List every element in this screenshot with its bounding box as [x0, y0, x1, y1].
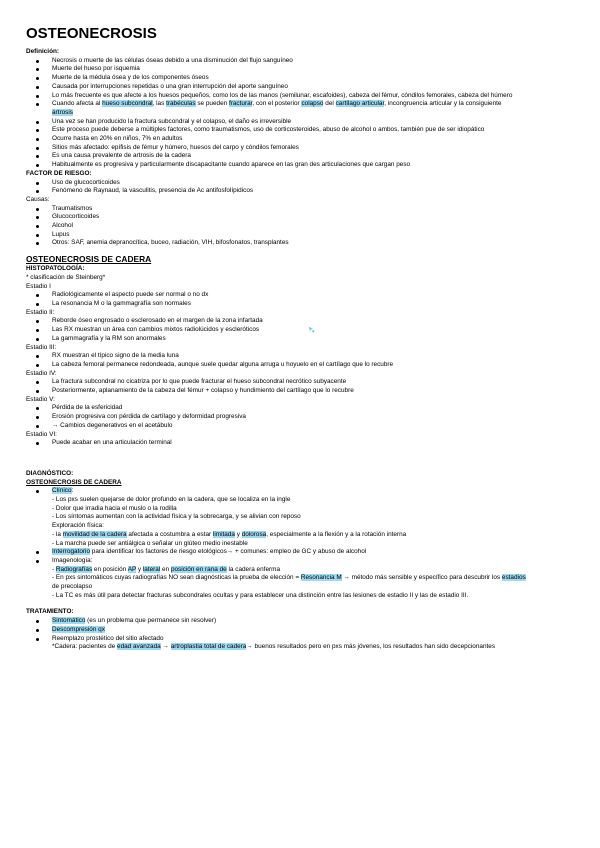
- estadio-label: Estadio V:: [26, 395, 55, 403]
- definicion-label: Definición:: [26, 48, 60, 55]
- cadera-tratamiento-line: *Cadera: pacientes de edad avanzada → artroplastia total de cadera→ buenos resultados pero en pxs más jóvenes, los resultados han sido decepcionantes: [52, 643, 496, 651]
- factor-label: FACTOR DE RIESGO:: [26, 169, 92, 177]
- highlight: colapso: [301, 100, 324, 108]
- highlight: lateral: [142, 565, 161, 573]
- spacer: [26, 600, 578, 608]
- diagnostico-label: DIAGNÓSTICO:: [26, 469, 74, 477]
- tc-line: - La TC es más útil para detectar fracturas subcondrales ocultas y para establecer una distinción entre las lesiones de estadio II y las de estadio III.: [52, 591, 469, 599]
- tratamiento-list: [26, 617, 578, 643]
- list-item: La resonancia M o la gammagrafía son normales: [26, 300, 578, 309]
- highlight: posición en rana de: [170, 565, 227, 573]
- highlight: trabéculas: [166, 100, 196, 108]
- list-item: La cabeza femoral permanece redondeada, aunque suele quedar alguna arruga u hoyuelo en el cartílago que lo recubre: [26, 361, 578, 370]
- list-item: Traumatismos: [26, 205, 578, 214]
- highlight: Descompresión qx: [52, 625, 105, 633]
- list-item: Erosión progresiva con pérdida de cartílago y deformidad progresiva: [26, 413, 578, 422]
- list-item: Fenómeno de Raynaud, la vasculitis, presencia de Ac antifosfolípidicos: [26, 187, 578, 196]
- list-item: Ocurre hasta en 20% en niños, 7% en adultos: [26, 135, 578, 144]
- histopatologia-label: HISTOPATOLOGÍA:: [26, 265, 85, 273]
- marcha-line: - La marcha puede ser antiálgica o señalar un glúteo medio inestable: [52, 539, 248, 547]
- list-item: RX muestran el típico signo de la media luna: [26, 352, 578, 361]
- page-title: OSTEONECROSIS: [26, 25, 157, 42]
- steinberg-note: * clasificación de Steinberg*: [26, 273, 106, 281]
- radiografias-line: - Radiografías en posición AP y lateral en posición en rana de la cadera enferma: [52, 565, 281, 573]
- estadio-list: [26, 404, 578, 430]
- diagnostico-list: [26, 487, 578, 496]
- highlight: AP: [127, 565, 137, 573]
- causas-list: [26, 205, 578, 249]
- estadio-label: Estadio VI:: [26, 430, 57, 438]
- estadio-label: Estadio II:: [26, 308, 55, 316]
- resonancia-continuation: de precolapso: [52, 583, 93, 591]
- estadio-list: [26, 317, 578, 343]
- highlight: limitada: [212, 530, 235, 538]
- estadio-list: [26, 439, 578, 448]
- list-item: Es una causa prevalente de artrosis de la cadera: [26, 152, 578, 161]
- list-item: Radiológicamente el aspecto puede ser normal o no dx: [26, 291, 578, 300]
- highlight: Radiografías: [55, 565, 93, 573]
- highlight: artroplastia total de cadera: [170, 643, 247, 651]
- estadio-label: Estadio I: [26, 282, 51, 290]
- clinico-line: - Dolor que irradia hacia el muslo o la rodilla: [52, 504, 177, 512]
- list-item: Glucocorticoides: [26, 213, 578, 222]
- list-item: Puede acabar en una articulación terminal: [26, 439, 578, 448]
- list-item: Causada por interrupciones repetidas o una gran interrupción del aporte sanguíneo: [26, 83, 578, 92]
- list-item: Uso de glucocorticoides: [26, 179, 578, 188]
- clinico-line: - Los pxs suelen quejarse de dolor profundo en la cadera, que se localiza en la ingle: [52, 496, 291, 504]
- highlight: Interrogatorio: [52, 548, 91, 556]
- reemplazo-item: Reemplazo prostético del sitio afectado: [26, 635, 578, 644]
- descompresion-item: [26, 626, 578, 635]
- diagnostico-subheading: OSTEONECROSIS DE CADERA: [26, 478, 122, 486]
- highlight: edad avanzada: [117, 643, 161, 651]
- list-item: Otros: SAF, anemia depranocítica, buceo, radiación, VIH, bifosfonatos, transplantes: [26, 239, 578, 248]
- highlight: estadios: [501, 574, 526, 582]
- interrogatorio-item: Interrogatorio para identificar los factores de riesgo etológicos→ + comunes: empleo de GC y abuso de alcohol: [26, 548, 578, 557]
- clinico-line: - Los síntomas aumentan con la actividad física y la sobrecarga, y se alivian con reposo: [52, 513, 301, 521]
- movilidad-line: - la movilidad de la cadera afectada a costumbra a estar limitada y dolorosa, especialmente a la flexión y a la rotación interna: [52, 530, 407, 538]
- spacer: [26, 448, 578, 470]
- list-item: Este proceso puede deberse a múltiples factores, como traumatismos, uso de corticosteroides, abuso de alcohol o ambos, también pue de ser idiopático: [26, 126, 578, 135]
- afecta-continuation: [26, 109, 578, 118]
- factor-list: [26, 179, 578, 196]
- estadio-list: [26, 378, 578, 395]
- list-item: La gammagrafía y la RM son anormales: [26, 335, 578, 344]
- list-item: Las RX muestran un área con cambios mixtos radiolúcidos y escleróticos: [26, 326, 578, 335]
- highlight: movilidad de la cadera: [62, 530, 127, 538]
- clinico-line: Exploración física:: [52, 522, 104, 530]
- estadio-label: Estadio IV:: [26, 369, 57, 377]
- list-item: Muerte de la médula ósea y de los componentes óseos: [26, 74, 578, 83]
- list-item: Necrosis o muerte de las células óseas debido a una disminución del flujo sanguíneo: [26, 57, 578, 66]
- sintomatico-item: Sintomático (es un problema que permanece sin resolver): [26, 617, 578, 626]
- causas-label: Causas:: [26, 195, 50, 203]
- cadera-heading: OSTEONECROSIS DE CADERA: [26, 254, 152, 265]
- list-item: Lo más frecuente es que afecte a los huesos pequeños, como los de las manos (semilunar, escafoides), cabeza del fémur, cóndilos femorales, cabeza del húmero: [26, 92, 578, 101]
- list-item: Habitualmente es progresiva y particularmente discapacitante cuando aparece en las gran des articulaciones que cargan peso: [26, 161, 578, 170]
- cursor-icon: [308, 326, 315, 333]
- definicion-list: [26, 57, 578, 170]
- list-item-afecta: Cuando afecta al hueso subcondral, las trabéculas se pueden fracturar, con el posterior colapso del cartílago articular, incongruencia articular y la consiguiente: [26, 100, 578, 109]
- highlight: Clínico: [52, 487, 72, 495]
- highlight: dolorosa: [241, 530, 267, 538]
- document-page: [26, 24, 578, 652]
- list-item: Muerte del hueso por isquemia: [26, 65, 578, 74]
- highlight: hueso subcondral: [102, 100, 153, 108]
- resonancia-line: - En pxs sintomáticos cuyas radiografías NO sean diagnósticas la prueba de elección = Resonancia M → método más sensible y específico para descubrir los estadios: [52, 574, 526, 582]
- estadio-label: Estadio III:: [26, 343, 57, 351]
- highlight: Sintomático: [52, 617, 86, 625]
- estadio-list: [26, 291, 578, 308]
- list-item: Pérdida de la esfericidad: [26, 404, 578, 413]
- clinico-item: Clínico:: [26, 487, 578, 496]
- list-item: La fractura subcondral no cicatriza por lo que puede fracturar el hueso subcondral necrótico subyacente: [26, 378, 578, 387]
- highlight: Resonancia M: [300, 574, 342, 582]
- list-item: Posteriormente, aplanamiento de la cabeza del fémur + colapso y hundimiento del cartílago que lo recubre: [26, 387, 578, 396]
- highlight: fracturar: [228, 100, 253, 108]
- list-item: Una vez se han producido la fractura subcondral y el colapso, el daño es irreversible: [26, 118, 578, 127]
- list-item: Reborde óseo engrosado o esclerosado en el margen de la zona infartada: [26, 317, 578, 326]
- estadio-list: [26, 352, 578, 369]
- list-item: Sitios más afectado: epífisis de fémur y húmero, huesos del carpo y cóndilos femorales: [26, 144, 578, 153]
- imagenologia-item: Imagenología:: [26, 557, 578, 566]
- highlight: artrosis: [52, 108, 73, 116]
- highlight: cartílago articular: [335, 100, 385, 108]
- list-item: → Cambios degenerativos en el acetábulo: [26, 422, 578, 431]
- list-item: Lupus: [26, 231, 578, 240]
- diagnostico-list-2: [26, 548, 578, 565]
- tratamiento-label: TRATAMIENTO:: [26, 608, 74, 616]
- list-item: Alcohol: [26, 222, 578, 231]
